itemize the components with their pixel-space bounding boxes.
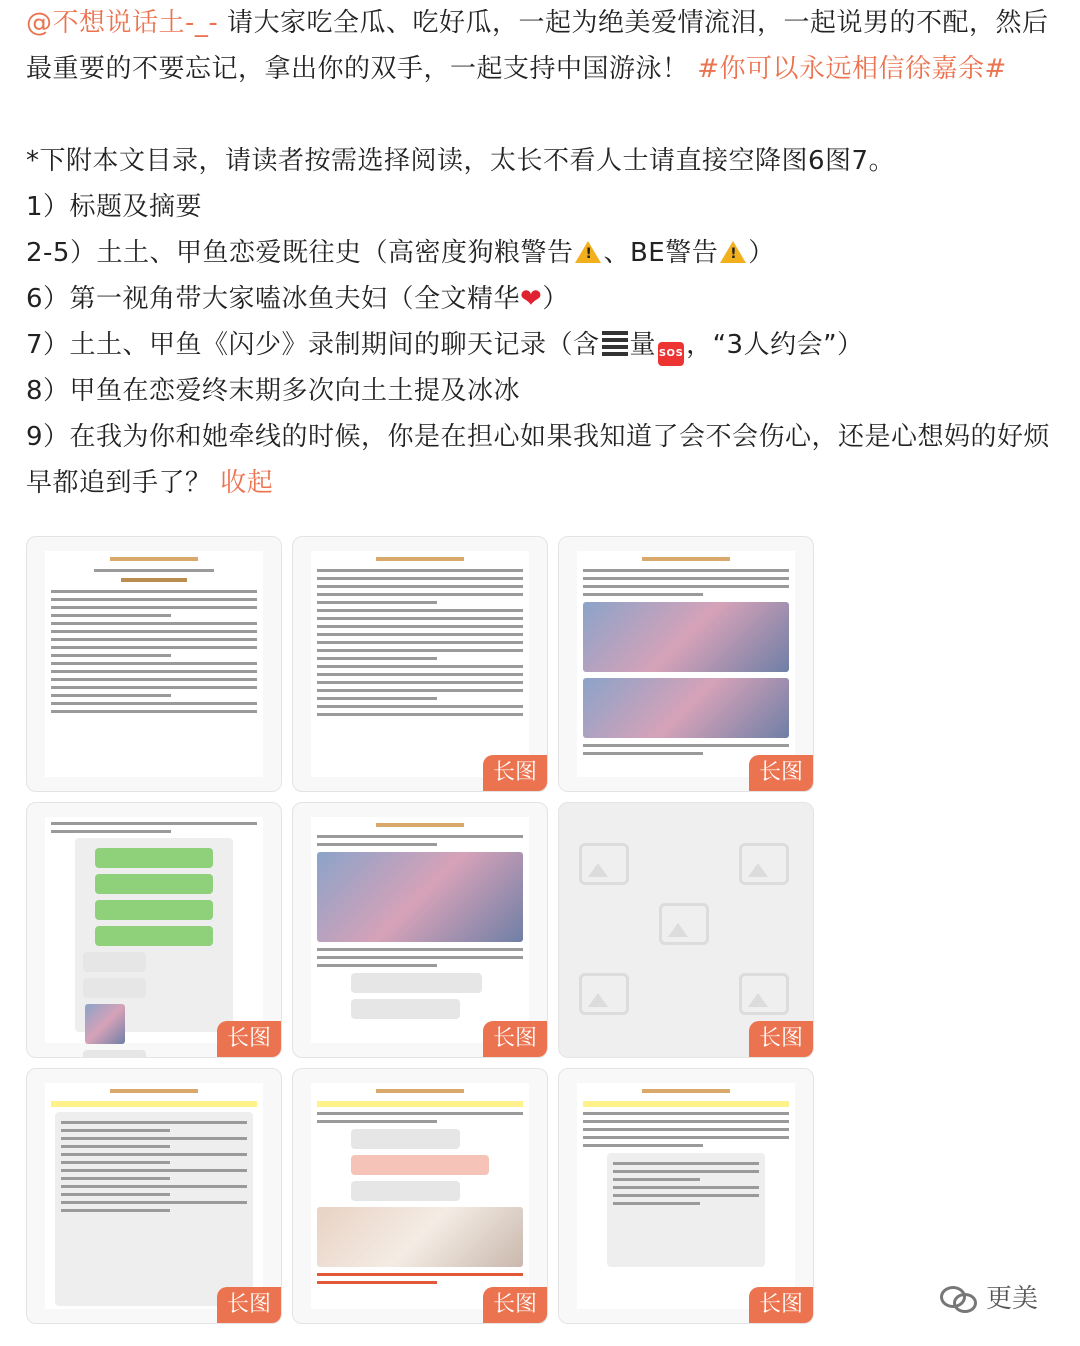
document-preview [577,551,795,777]
warning-icon [720,241,746,263]
long-image-badge: 长图 [483,1287,547,1323]
image-placeholder-icon [659,903,709,945]
warning-icon [575,241,601,263]
heart-icon: ❤ [520,284,543,314]
block-icon [602,331,628,357]
toc-item-2: 2-5）土土、甲鱼恋爱既往史（高密度狗粮警告! 、BE警告! ） [26,230,1066,276]
image-placeholder-icon [739,973,789,1015]
long-image-badge: 长图 [217,1021,281,1057]
image-thumbnail-9[interactable] [558,1068,814,1324]
toc-item-9: 9）在我为你和她牵线的时候，你是在担心如果我知道了会不会伤心，还是心想妈的好烦早都追到手了？ 收起 [26,422,1051,498]
toc-item-7: 7）土土、甲鱼《闪少》录制期间的聊天记录（含 量 SOS ，“3人约会”） [26,322,1066,368]
image-thumbnail-2[interactable] [292,536,548,792]
image-placeholder-icon [579,843,629,885]
intro-text: 请大家吃全瓜、吃好瓜，一起为绝美爱情流泪，一起说男的不配，然后最重要的不要忘记，拿出你的双手，一起支持中国游泳！ [26,8,1049,84]
long-image-badge: 长图 [749,1021,813,1057]
document-preview [577,1083,795,1309]
toc-intro: *下附本文目录，请读者按需选择阅读，太长不看人士请直接空降图6图7。 [26,146,896,176]
long-image-badge: 长图 [483,755,547,791]
long-image-badge: 长图 [749,755,813,791]
long-image-badge: 长图 [749,1287,813,1323]
toc-item-1: 1）标题及摘要 [26,192,203,222]
document-preview [45,1083,263,1309]
document-preview [45,551,263,777]
hashtag-link[interactable]: #你可以永远相信徐嘉余# [697,54,1007,84]
image-thumbnail-4[interactable] [26,802,282,1058]
wechat-icon [940,1282,980,1312]
image-placeholder-icon [739,843,789,885]
document-preview [45,817,263,1043]
image-placeholder-icon [579,973,629,1015]
image-thumbnail-8[interactable] [292,1068,548,1324]
post-intro [26,0,1066,92]
toc-item-8: 8）甲鱼在恋爱终末期多次向土土提及冰冰 [26,376,521,406]
image-thumbnail-7[interactable] [26,1068,282,1324]
watermark-label: 更美 [986,1284,1039,1314]
document-preview [311,551,529,777]
image-thumbnail-6[interactable] [558,802,814,1058]
document-preview [311,817,529,1043]
document-preview [311,1083,529,1309]
watermark [940,1278,1038,1315]
image-thumbnail-5[interactable] [292,802,548,1058]
toc-item-6: 6）第一视角带大家嗑冰鱼夫妇（全文精华❤） [26,284,569,314]
image-thumbnail-1[interactable] [26,536,282,792]
image-thumbnail-3[interactable] [558,536,814,792]
sos-icon: SOS [658,342,684,366]
long-image-badge: 长图 [217,1287,281,1323]
long-image-badge: 长图 [483,1021,547,1057]
collapse-link[interactable]: 收起 [220,468,274,498]
image-grid [26,536,816,1326]
post-content [26,0,1066,506]
user-mention[interactable]: @不想说话土-_- [26,8,219,38]
